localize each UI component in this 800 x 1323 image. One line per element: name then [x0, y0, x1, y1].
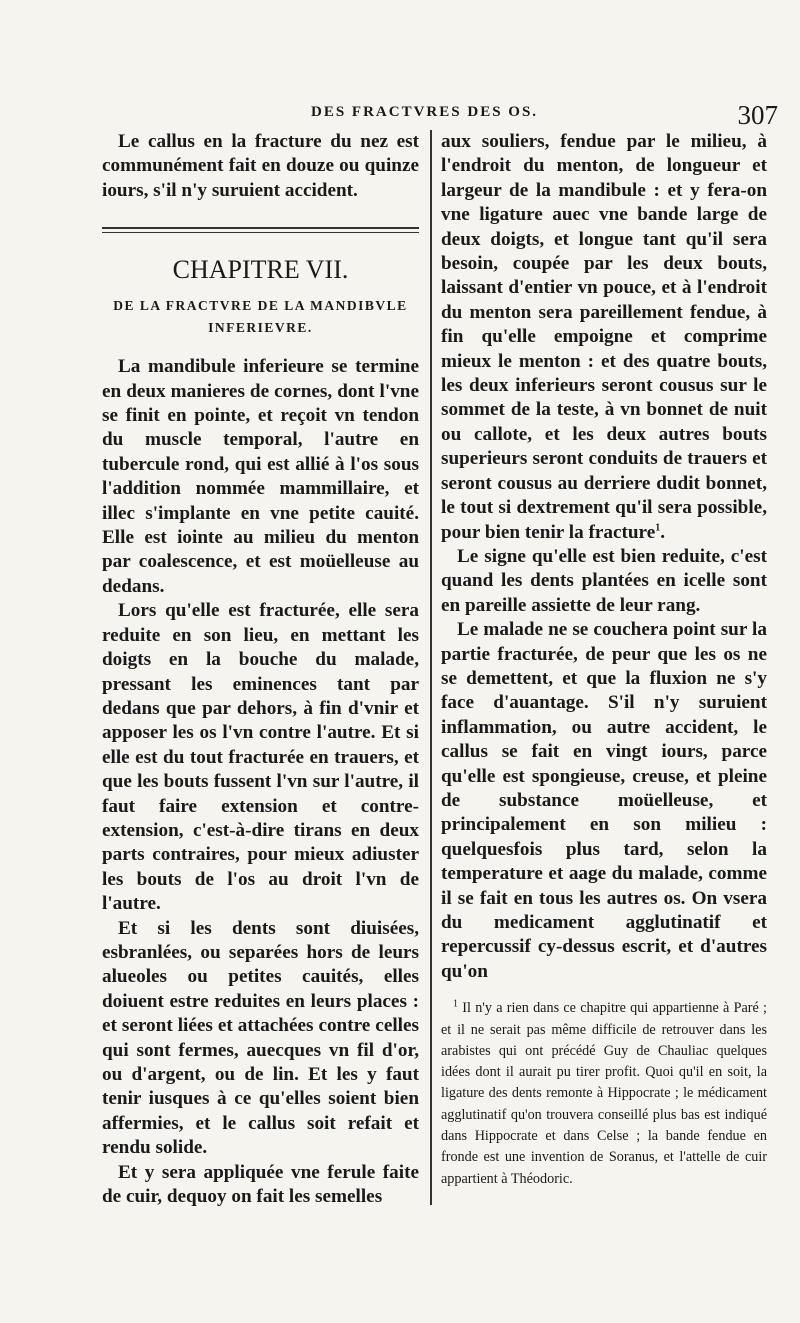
left-column [102, 130, 419, 1209]
column-divider [430, 130, 432, 1205]
footnote-marker: 1 [453, 998, 458, 1010]
right-column [441, 130, 767, 1190]
separator-rule-thin [102, 232, 419, 233]
paragraph-reduction-sign: Le signe qu'elle est bien reduite, c'est quand les dents plantées en icelle sont en pareille assiette de leur rang. [441, 545, 767, 616]
paragraph-splint: Et y sera appliquée vne ferule faite de cuir, dequoy on fait les semelles [102, 1161, 419, 1208]
paragraph-reduction: Lors qu'elle est fracturée, elle sera reduite en son lieu, en mettant les doigts en la bouche du malade, pressant les eminences tant par dedans que par dehors, à fin d'vnir et apposer les os l'vn contre l'autre. Et si elle est du tout fracturée en trauers, et que les bouts fussent l'vn sur l'autre, il faut faire extension et contre-extension, c'est-à-dire tirans en deux parts contraires, pour mieux adiuster les bouts de l'os au droit l'vn de l'autre. [102, 600, 419, 915]
footnote-text: Il n'y a rien dans ce chapitre qui appartienne à Paré ; et il ne serait pas même difficile de retrouver dans les arabistes qui ont précédé Guy de Chauliac quelques idées dont il aurait pu tirer profit. Quoi qu'il en soit, la ligature des dents remonte à Hippocrate ; le médicament agglutinatif qu'on trouvera conseillé plus bas est indiqué dans Hippocrate et dans Celse ; la bande fendue en fronde est une invention de Soranus, et l'attelle de cuir appartient à Théodoric. [441, 1000, 767, 1187]
page-number: 307 [737, 100, 778, 130]
chapter-subtitle [102, 295, 419, 339]
running-head [96, 100, 786, 134]
chapter-subtitle-line-1: DE LA FRACTVRE DE LA MANDIBVLE [113, 298, 408, 314]
paragraph-bandage [441, 130, 767, 545]
paragraph-teeth: Et si les dents sont diuisées, esbranlées, ou separées hors de leurs alueoles ou petites cauités, elles doiuent estre reduites en leurs places : et seront liées et attachées contre celles qui sont fermes, auecques vn fil d'or, ou d'argent, ou de lin. Et les y faut tenir iusques à ce qu'elles soient bien affermies, et le callus soit refait et rendu solide. [102, 917, 419, 1159]
paragraph-bandage-text: aux souliers, fendue par le milieu, à l'endroit du menton, de longueur et largeur de la mandibule : et y fera-on vne ligature auec vne bande large de deux doigts, et longue tant qu'il sera besoin, coupée par les deux bouts, laissant d'entier vn pouce, et à l'endroit du menton sera pareillement fendue, à fin qu'elle empoigne et comprime mieux le menton : et des quatre bouts, les deux inferieurs seront cousus sur le sommet de la teste, à vn bonnet de nuit ou callote, et les deux autres bouts superieurs seront conduits de trauers et seront cousus au derriere dudit bonnet, le tout si dextrement qu'il sera possible, pour bien tenir la fracture [441, 131, 767, 543]
paragraph-mandible-anatomy: La mandibule inferieure se termine en deux manieres de cornes, dont l'vne se finit en pointe, et reçoit vn tendon du muscle temporal, l'autre en tubercule rond, qui est allié à l'os sous l'addition nommée mammillaire, et illec s'implante en vne petite cauité. Elle est iointe au milieu du menton par coalescence, et est moüelleuse au dedans. [102, 356, 419, 597]
paragraph-bandage-end: . [660, 521, 666, 543]
paragraph-aftercare: Le malade ne se couchera point sur la partie fracturée, de peur que les os ne se demettent, et que la fluxion ne s'y face d'auantage. S'il n'y suruient inflammation, ou autre accident, le callus se fait en vingt iours, parce qu'elle est spongieuse, creuse, et pleine de substance moüelleuse, et principalement en son milieu : quelquesfois plus tard, selon la temperature et aage du malade, comme il se fait en tous les autres os. On vsera du medicament agglutinatif et repercussif cy-dessus escrit, et d'autres qu'on [441, 619, 767, 982]
running-title: DES FRACTVRES DES OS. [311, 104, 539, 120]
paragraph-nose-fracture: Le callus en la fracture du nez est communément fait en douze ou quinze iours, s'il n'y suruient accident. [102, 131, 419, 201]
footnote-reference[interactable]: 1 [655, 522, 661, 534]
chapter-subtitle-line-2: INFERIEVRE. [208, 320, 313, 336]
footnote [441, 998, 767, 1190]
chapter-title: CHAPITRE VII. [172, 255, 349, 285]
chapter-separator [102, 227, 419, 233]
separator-rule-thick [102, 227, 419, 229]
